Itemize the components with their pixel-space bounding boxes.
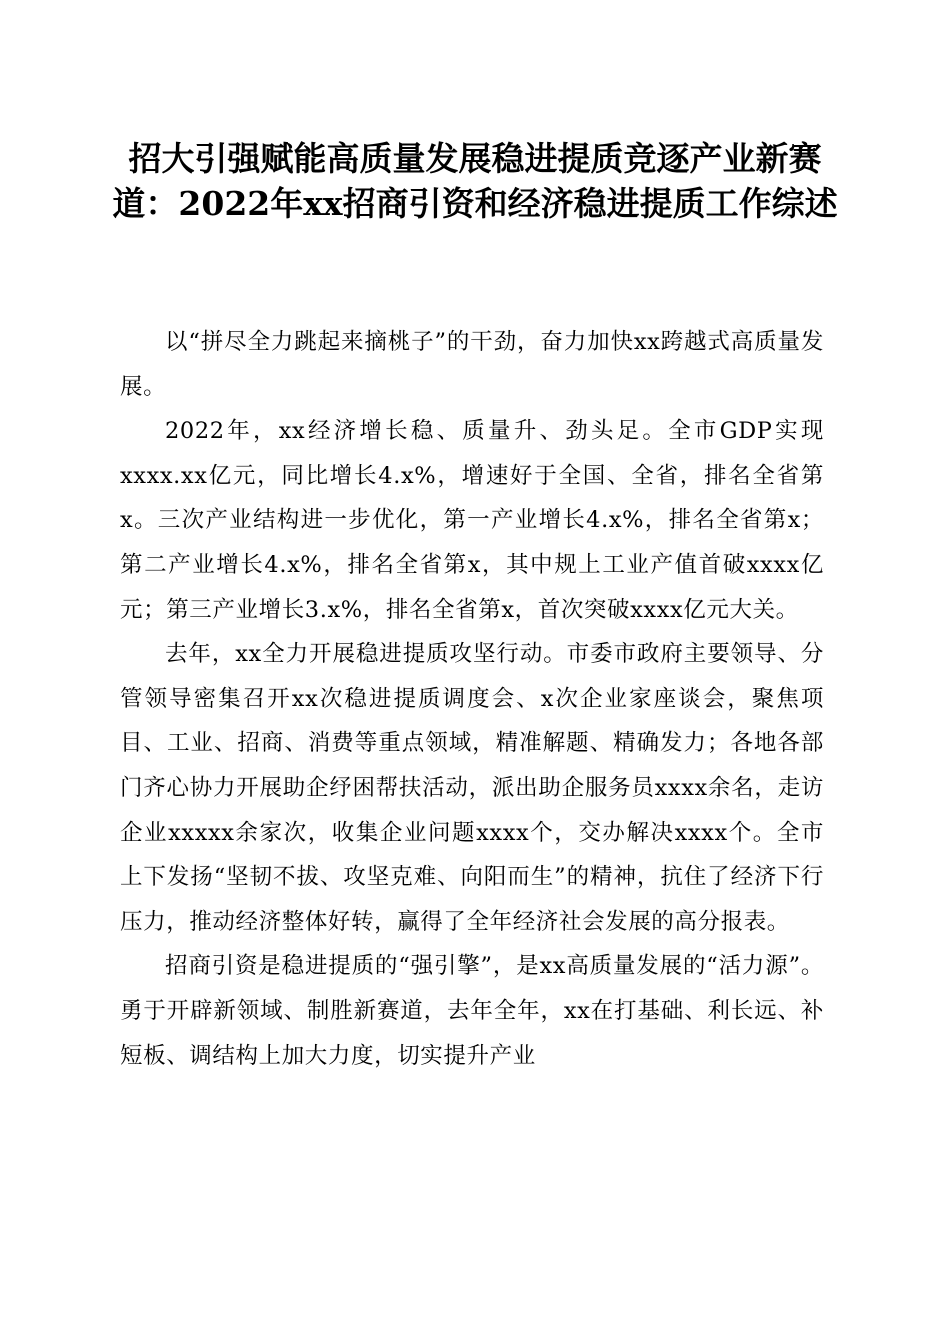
document-body — [120, 320, 824, 1078]
paragraph-intro: 以“拼尽全力跳起来摘桃子”的干劲，奋力加快xx跨越式高质量发展。 — [120, 329, 824, 400]
document-title: 招大引强赋能高质量发展稳进提质竞逐产业新赛道：2022年xx招商引资和经济稳进提质工作综述 — [112, 139, 838, 223]
paragraph-economy-2022: 2022年，xx经济增长稳、质量升、劲头足。全市GDP实现xxxx.xx亿元，同比增长4.x%，增速好于全国、全省，排名全省第x。三次产业结构进一步优化，第一产业增长4.x%，排名全省第x；第二产业增长4.x%，排名全省第x，其中规上工业产值首破xxxx亿元；第三产业增长3.x%，排名全省第x，首次突破xxxx亿元大关。 — [120, 418, 824, 623]
paragraph-investment: 招商引资是稳进提质的“强引擎”，是xx高质量发展的“活力源”。勇于开辟新领域、制胜新赛道，去年全年，xx在打基础、利长远、补短板、调结构上加大力度，切实提升产业 — [120, 953, 824, 1069]
paragraph-action: 去年，xx全力开展稳进提质攻坚行动。市委市政府主要领导、分管领导密集召开xx次稳进提质调度会、x次企业家座谈会，聚焦项目、工业、招商、消费等重点领域，精准解题、精确发力；各地各部门齐心协力开展助企纾困帮扶活动，派出助企服务员xxxx余名，走访企业xxxxx余家次，收集企业问题xxxx个，交办解决xxxx个。全市上下发扬“坚韧不拔、攻坚克难、向阳而生”的精神，抗住了经济下行压力，推动经济整体好转，赢得了全年经济社会发展的高分报表。 — [120, 641, 824, 935]
